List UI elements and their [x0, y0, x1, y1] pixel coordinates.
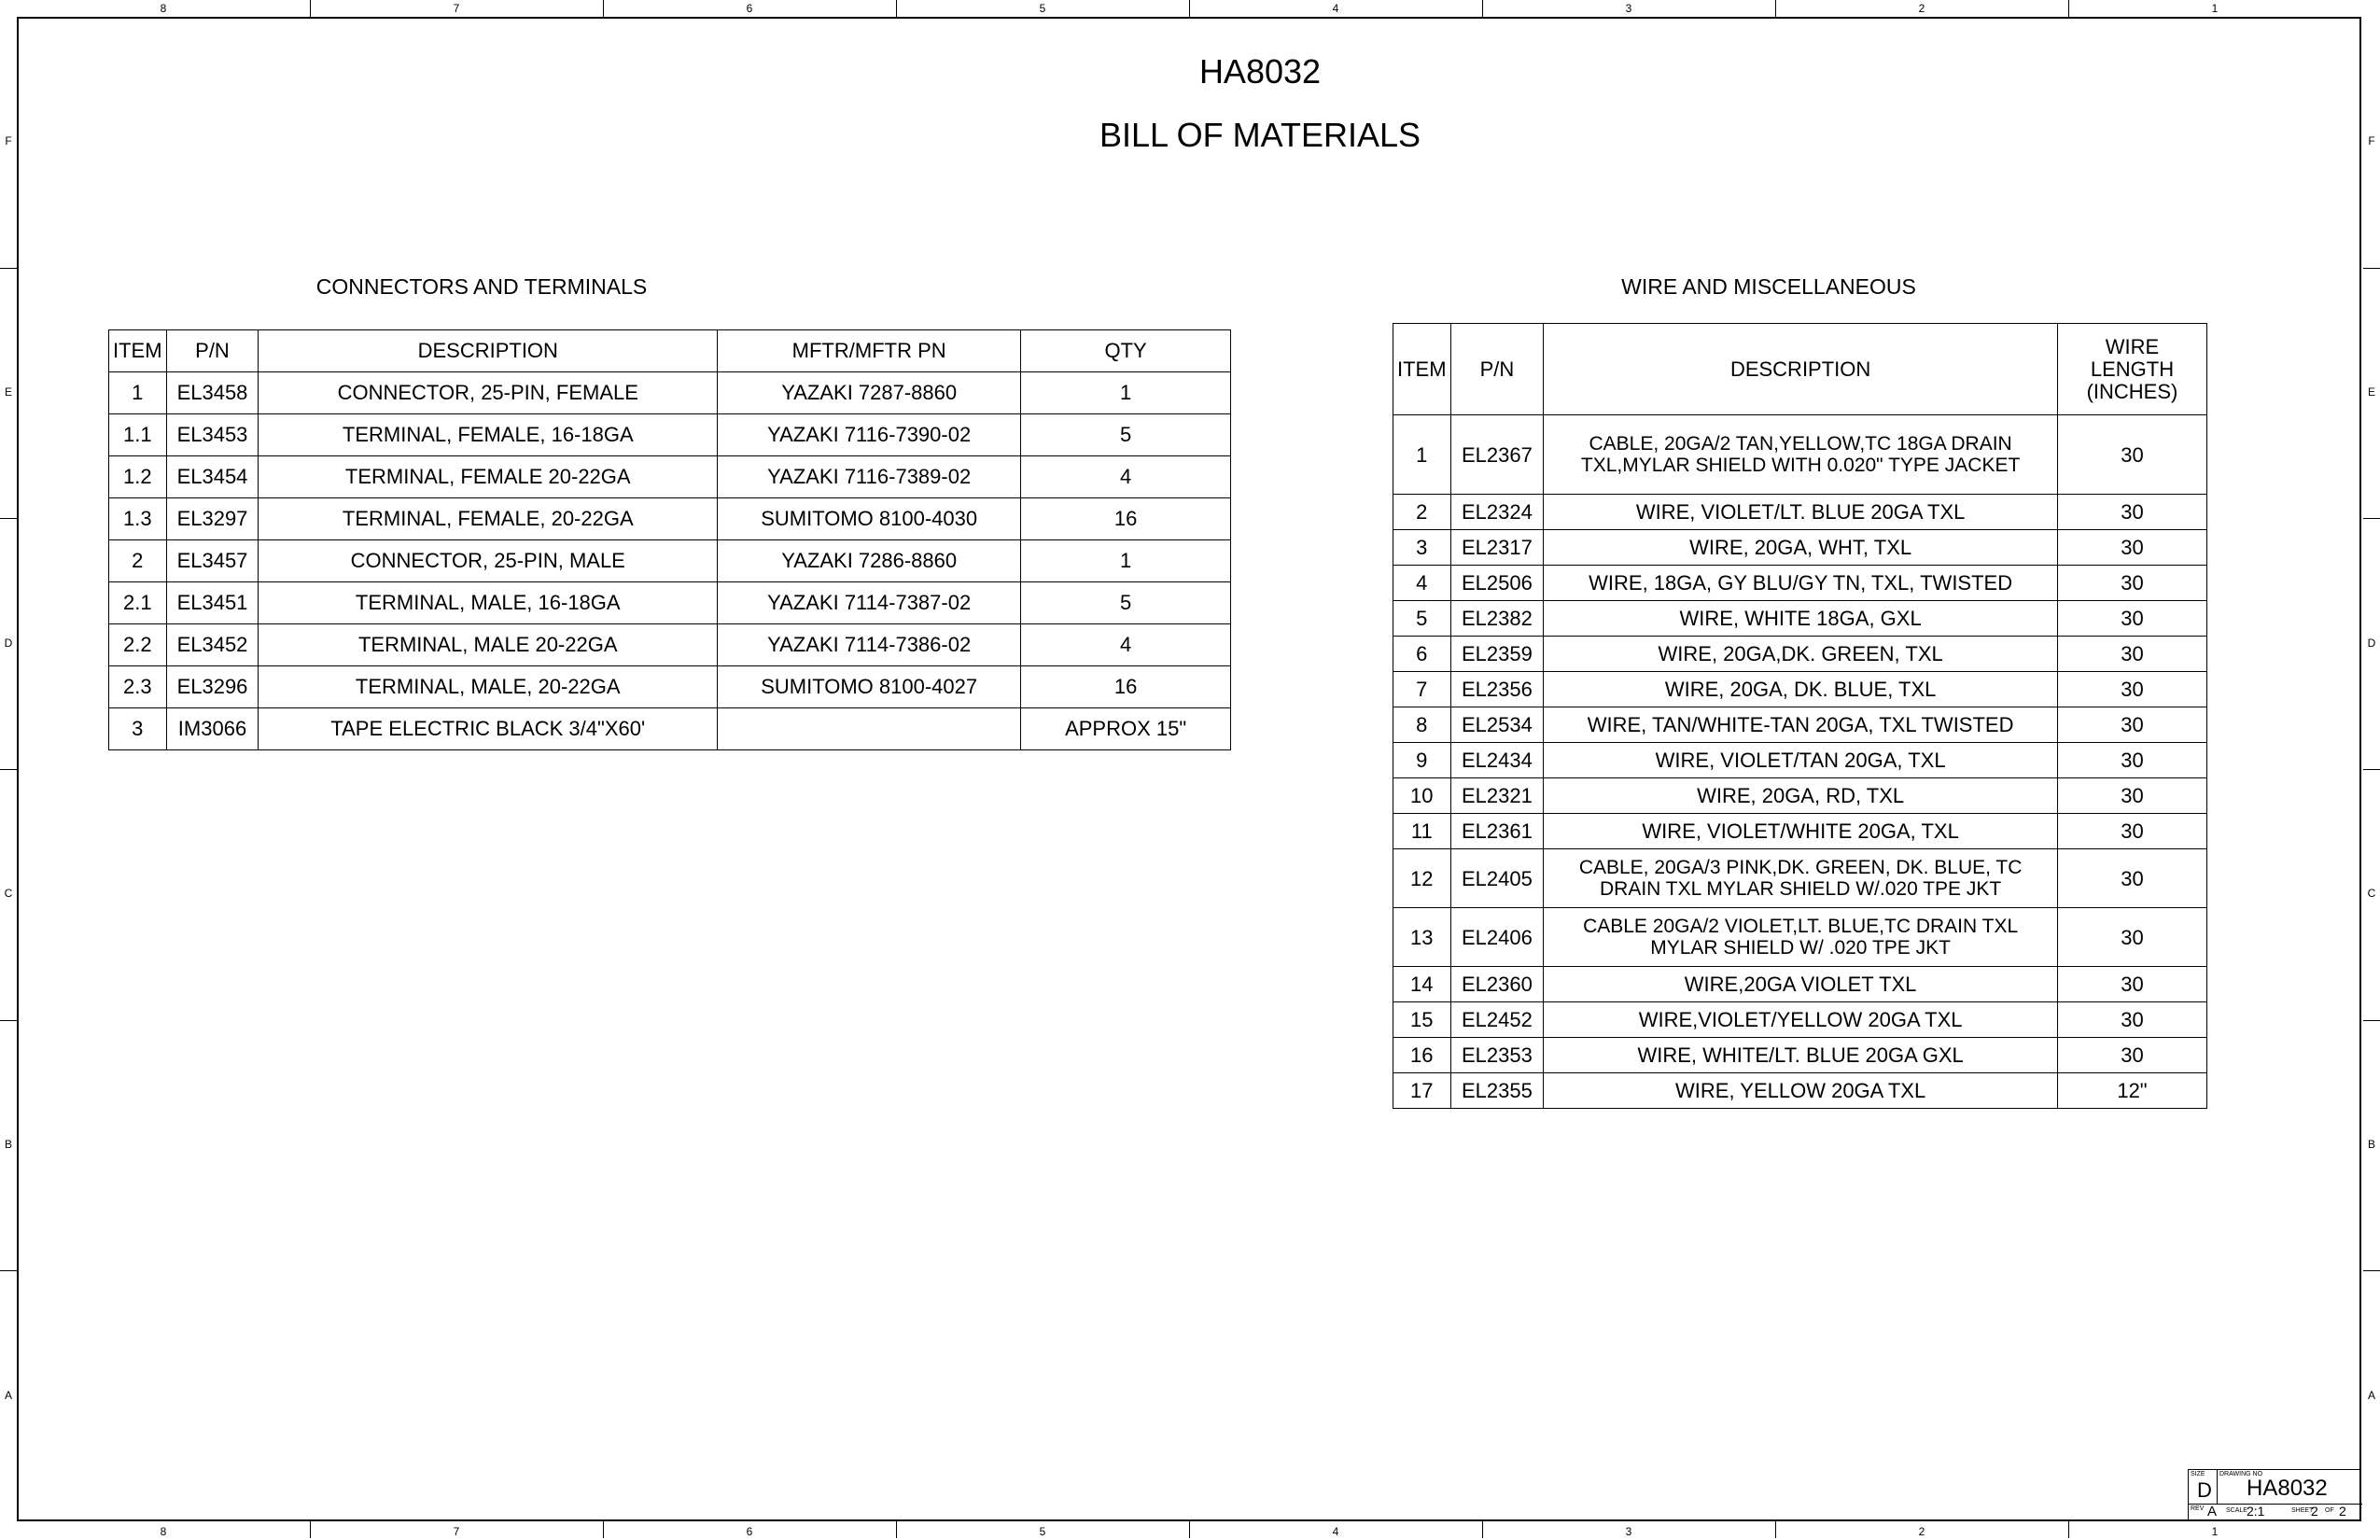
- table-cell: 16: [1021, 498, 1231, 540]
- table-cell: WIRE, WHITE/LT. BLUE 20GA GXL: [1544, 1038, 2058, 1073]
- table-cell: CONNECTOR, 25-PIN, FEMALE: [259, 372, 718, 414]
- column-header: WIRE LENGTH (INCHES): [2057, 324, 2206, 415]
- table-cell: YAZAKI 7114-7386-02: [718, 624, 1021, 666]
- column-header: ITEM: [109, 330, 167, 372]
- table-row: [1393, 1002, 2207, 1038]
- column-header: P/N: [1450, 324, 1544, 415]
- zone-tick: [2363, 268, 2380, 269]
- table-cell: 11: [1393, 814, 1451, 849]
- table-cell: YAZAKI 7286-8860: [718, 540, 1021, 582]
- zone-label-bottom: 7: [453, 1525, 460, 1538]
- table-cell: WIRE, 20GA, DK. BLUE, TXL: [1544, 672, 2058, 707]
- table-cell: TAPE ELECTRIC BLACK 3/4"X60': [259, 708, 718, 750]
- rev-label: REV: [2191, 1505, 2205, 1512]
- zone-tick: [2363, 1020, 2380, 1021]
- table-cell: 2.2: [109, 624, 167, 666]
- connectors-section-title: CONNECTORS AND TERMINALS: [315, 274, 648, 299]
- table-cell: 30: [2057, 601, 2206, 637]
- table-cell: 12": [2057, 1073, 2206, 1109]
- table-cell: 8: [1393, 707, 1451, 743]
- column-header: ITEM: [1393, 324, 1451, 415]
- table-cell: WIRE, VIOLET/TAN 20GA, TXL: [1544, 743, 2058, 778]
- table-cell: 30: [2057, 1038, 2206, 1073]
- table-cell: SUMITOMO 8100-4027: [718, 666, 1021, 708]
- table-cell: 1: [1021, 372, 1231, 414]
- zone-tick: [1775, 0, 1776, 17]
- table-cell: 2: [1393, 495, 1451, 530]
- table-row: [1393, 1038, 2207, 1073]
- zone-label-bottom: 4: [1332, 1525, 1339, 1538]
- drawing-title: HA8032: [1198, 52, 1322, 91]
- table-cell: EL2452: [1450, 1002, 1544, 1038]
- table-cell: 13: [1393, 908, 1451, 967]
- table-cell: 30: [2057, 707, 2206, 743]
- column-header: MFTR/MFTR PN: [718, 330, 1021, 372]
- table-row: [1393, 1073, 2207, 1109]
- drawing-number: HA8032: [2247, 1476, 2328, 1501]
- sheet-size: D: [2197, 1478, 2212, 1502]
- zone-tick: [2068, 1521, 2069, 1538]
- table-cell: 12: [1393, 849, 1451, 908]
- table-row: [109, 708, 1231, 750]
- zone-label-side: B: [2367, 1138, 2375, 1151]
- table-row: [109, 498, 1231, 540]
- table-cell: EL2353: [1450, 1038, 1544, 1073]
- zone-label-side: C: [2367, 887, 2376, 901]
- zone-label-top: 3: [1625, 2, 1632, 15]
- table-row: [1393, 530, 2207, 566]
- zone-tick: [1189, 1521, 1190, 1538]
- table-cell: WIRE, 20GA,DK. GREEN, TXL: [1544, 637, 2058, 672]
- zone-tick: [310, 0, 311, 17]
- table-row: [1393, 849, 2207, 908]
- zone-tick: [310, 1521, 311, 1538]
- zone-tick: [603, 0, 604, 17]
- table-cell: WIRE, VIOLET/WHITE 20GA, TXL: [1544, 814, 2058, 849]
- table-cell: 7: [1393, 672, 1451, 707]
- table-cell: 30: [2057, 778, 2206, 814]
- table-cell: 4: [1021, 624, 1231, 666]
- table-row: [109, 372, 1231, 414]
- table-row: [109, 666, 1231, 708]
- table-cell: 5: [1393, 601, 1451, 637]
- table-row: [1393, 908, 2207, 967]
- table-cell: YAZAKI 7287-8860: [718, 372, 1021, 414]
- table-row: [1393, 707, 2207, 743]
- zone-tick: [2363, 1270, 2380, 1271]
- zone-label-top: 5: [1039, 2, 1046, 15]
- zone-tick: [1482, 1521, 1483, 1538]
- column-header: P/N: [166, 330, 259, 372]
- table-cell: CABLE, 20GA/2 TAN,YELLOW,TC 18GA DRAIN TXL,MYLAR SHIELD WITH 0.020" TYPE JACKET: [1544, 415, 2058, 495]
- table-cell: EL2382: [1450, 601, 1544, 637]
- table-cell: 3: [1393, 530, 1451, 566]
- table-cell: 16: [1393, 1038, 1451, 1073]
- table-cell: TERMINAL, FEMALE 20-22GA: [259, 456, 718, 498]
- table-row: [1393, 601, 2207, 637]
- table-cell: EL2434: [1450, 743, 1544, 778]
- zone-tick: [0, 518, 17, 519]
- table-cell: 2.1: [109, 582, 167, 624]
- table-cell: EL3451: [166, 582, 259, 624]
- column-header: DESCRIPTION: [259, 330, 718, 372]
- table-cell: 30: [2057, 495, 2206, 530]
- table-cell: 30: [2057, 672, 2206, 707]
- zone-label-top: 2: [1918, 2, 1925, 15]
- of-label: OF: [2325, 1507, 2334, 1514]
- table-cell: 1.2: [109, 456, 167, 498]
- table-cell: 1: [109, 372, 167, 414]
- zone-label-bottom: 1: [2211, 1525, 2219, 1538]
- zone-tick: [0, 1270, 17, 1271]
- zone-label-top: 7: [453, 2, 460, 15]
- zone-tick: [896, 1521, 897, 1538]
- table-row: [109, 540, 1231, 582]
- wires-section-title: WIRE AND MISCELLANEOUS: [1621, 274, 1916, 299]
- zone-label-side: D: [4, 636, 13, 650]
- table-cell: TERMINAL, FEMALE, 20-22GA: [259, 498, 718, 540]
- zone-label-side: A: [4, 1388, 12, 1402]
- zone-label-side: E: [4, 385, 12, 399]
- table-cell: 6: [1393, 637, 1451, 672]
- table-cell: 2.3: [109, 666, 167, 708]
- table-row: [1393, 743, 2207, 778]
- table-cell: EL3453: [166, 414, 259, 456]
- table-cell: 30: [2057, 908, 2206, 967]
- connectors-table: [108, 329, 1231, 750]
- table-row: [1393, 672, 2207, 707]
- wires-table: [1393, 323, 2207, 1109]
- table-row: [109, 582, 1231, 624]
- sheet-label: SHEET: [2291, 1507, 2314, 1514]
- zone-label-side: D: [2367, 636, 2376, 650]
- table-cell: 1.3: [109, 498, 167, 540]
- drawing-subtitle: BILL OF MATERIALS: [1099, 116, 1421, 154]
- zone-label-top: 8: [160, 2, 167, 15]
- table-row: [1393, 814, 2207, 849]
- zone-label-side: E: [2367, 385, 2375, 399]
- table-cell: EL2367: [1450, 415, 1544, 495]
- table-cell: WIRE, TAN/WHITE-TAN 20GA, TXL TWISTED: [1544, 707, 2058, 743]
- table-cell: 5: [1021, 582, 1231, 624]
- zone-tick: [2363, 518, 2380, 519]
- table-cell: WIRE,20GA VIOLET TXL: [1544, 967, 2058, 1002]
- scale-value: 2:1: [2247, 1504, 2265, 1519]
- table-cell: EL2534: [1450, 707, 1544, 743]
- table-cell: WIRE,VIOLET/YELLOW 20GA TXL: [1544, 1002, 2058, 1038]
- sheet-total: 2: [2339, 1504, 2346, 1519]
- title-block: [2188, 1469, 2361, 1521]
- table-cell: TERMINAL, MALE 20-22GA: [259, 624, 718, 666]
- table-cell: EL2405: [1450, 849, 1544, 908]
- table-cell: EL3457: [166, 540, 259, 582]
- table-cell: 30: [2057, 814, 2206, 849]
- table-cell: EL3458: [166, 372, 259, 414]
- table-cell: EL3297: [166, 498, 259, 540]
- table-row: [1393, 415, 2207, 495]
- table-cell: 16: [1021, 666, 1231, 708]
- table-cell: EL2406: [1450, 908, 1544, 967]
- table-cell: CONNECTOR, 25-PIN, MALE: [259, 540, 718, 582]
- table-cell: YAZAKI 7114-7387-02: [718, 582, 1021, 624]
- table-cell: WIRE, YELLOW 20GA TXL: [1544, 1073, 2058, 1109]
- table-cell: 30: [2057, 415, 2206, 495]
- table-row: [1393, 778, 2207, 814]
- table-cell: CABLE, 20GA/3 PINK,DK. GREEN, DK. BLUE, TC DRAIN TXL MYLAR SHIELD W/.020 TPE JKT: [1544, 849, 2058, 908]
- table-cell: YAZAKI 7116-7390-02: [718, 414, 1021, 456]
- table-row: [1393, 495, 2207, 530]
- table-cell: 14: [1393, 967, 1451, 1002]
- zone-label-side: B: [4, 1138, 12, 1151]
- table-cell: EL2355: [1450, 1073, 1544, 1109]
- table-cell: 10: [1393, 778, 1451, 814]
- zone-label-bottom: 3: [1625, 1525, 1632, 1538]
- table-row: [109, 624, 1231, 666]
- table-cell: WIRE, VIOLET/LT. BLUE 20GA TXL: [1544, 495, 2058, 530]
- zone-label-side: F: [5, 134, 12, 148]
- table-cell: 5: [1021, 414, 1231, 456]
- table-cell: [718, 708, 1021, 750]
- table-cell: 30: [2057, 530, 2206, 566]
- zone-tick: [896, 0, 897, 17]
- table-cell: IM3066: [166, 708, 259, 750]
- table-cell: EL2359: [1450, 637, 1544, 672]
- zone-label-top: 6: [746, 2, 753, 15]
- table-cell: 2: [109, 540, 167, 582]
- table-row: [109, 414, 1231, 456]
- table-cell: EL3452: [166, 624, 259, 666]
- table-header-row: [109, 330, 1231, 372]
- table-cell: WIRE, WHITE 18GA, GXL: [1544, 601, 2058, 637]
- zone-label-bottom: 2: [1918, 1525, 1925, 1538]
- table-cell: TERMINAL, MALE, 16-18GA: [259, 582, 718, 624]
- table-cell: 1: [1393, 415, 1451, 495]
- table-cell: 30: [2057, 743, 2206, 778]
- table-cell: 30: [2057, 967, 2206, 1002]
- revision: A: [2207, 1504, 2218, 1519]
- column-header: DESCRIPTION: [1544, 324, 2058, 415]
- table-cell: WIRE, 18GA, GY BLU/GY TN, TXL, TWISTED: [1544, 566, 2058, 601]
- column-header: QTY: [1021, 330, 1231, 372]
- table-cell: 30: [2057, 1002, 2206, 1038]
- table-cell: EL2324: [1450, 495, 1544, 530]
- zone-tick: [603, 1521, 604, 1538]
- table-row: [1393, 637, 2207, 672]
- table-cell: SUMITOMO 8100-4030: [718, 498, 1021, 540]
- zone-label-top: 1: [2211, 2, 2219, 15]
- table-cell: 1.1: [109, 414, 167, 456]
- table-cell: 4: [1021, 456, 1231, 498]
- zone-tick: [1775, 1521, 1776, 1538]
- sheet-number: 2: [2311, 1504, 2318, 1519]
- table-cell: EL2321: [1450, 778, 1544, 814]
- table-cell: EL2317: [1450, 530, 1544, 566]
- table-cell: EL2356: [1450, 672, 1544, 707]
- table-cell: 1: [1021, 540, 1231, 582]
- table-cell: WIRE, 20GA, WHT, TXL: [1544, 530, 2058, 566]
- table-cell: EL2360: [1450, 967, 1544, 1002]
- table-row: [1393, 967, 2207, 1002]
- table-cell: 9: [1393, 743, 1451, 778]
- zone-tick: [2068, 0, 2069, 17]
- zone-label-side: A: [2367, 1388, 2375, 1402]
- table-cell: TERMINAL, FEMALE, 16-18GA: [259, 414, 718, 456]
- table-cell: APPROX 15": [1021, 708, 1231, 750]
- zone-label-bottom: 6: [746, 1525, 753, 1538]
- zone-label-bottom: 5: [1039, 1525, 1046, 1538]
- table-cell: WIRE, 20GA, RD, TXL: [1544, 778, 2058, 814]
- zone-label-side: C: [4, 887, 13, 901]
- zone-tick: [0, 769, 17, 770]
- table-header-row: [1393, 324, 2207, 415]
- table-cell: 3: [109, 708, 167, 750]
- drawing-no-label: DRAWING NO: [2219, 1471, 2263, 1477]
- table-cell: 15: [1393, 1002, 1451, 1038]
- table-row: [109, 456, 1231, 498]
- zone-label-top: 4: [1332, 2, 1339, 15]
- zone-tick: [2363, 769, 2380, 770]
- zone-label-bottom: 8: [160, 1525, 167, 1538]
- table-cell: 30: [2057, 637, 2206, 672]
- table-cell: EL3296: [166, 666, 259, 708]
- table-cell: EL2506: [1450, 566, 1544, 601]
- zone-tick: [0, 1020, 17, 1021]
- table-cell: EL3454: [166, 456, 259, 498]
- table-cell: 30: [2057, 566, 2206, 601]
- zone-tick: [1189, 0, 1190, 17]
- zone-label-side: F: [2368, 134, 2375, 148]
- table-row: [1393, 566, 2207, 601]
- table-cell: 30: [2057, 849, 2206, 908]
- zone-tick: [0, 268, 17, 269]
- table-cell: YAZAKI 7116-7389-02: [718, 456, 1021, 498]
- scale-label: SCALE: [2226, 1507, 2247, 1514]
- zone-tick: [1482, 0, 1483, 17]
- table-cell: TERMINAL, MALE, 20-22GA: [259, 666, 718, 708]
- table-cell: 17: [1393, 1073, 1451, 1109]
- table-cell: CABLE 20GA/2 VIOLET,LT. BLUE,TC DRAIN TXL MYLAR SHIELD W/ .020 TPE JKT: [1544, 908, 2058, 967]
- table-cell: EL2361: [1450, 814, 1544, 849]
- table-cell: 4: [1393, 566, 1451, 601]
- size-label: SIZE: [2191, 1471, 2205, 1477]
